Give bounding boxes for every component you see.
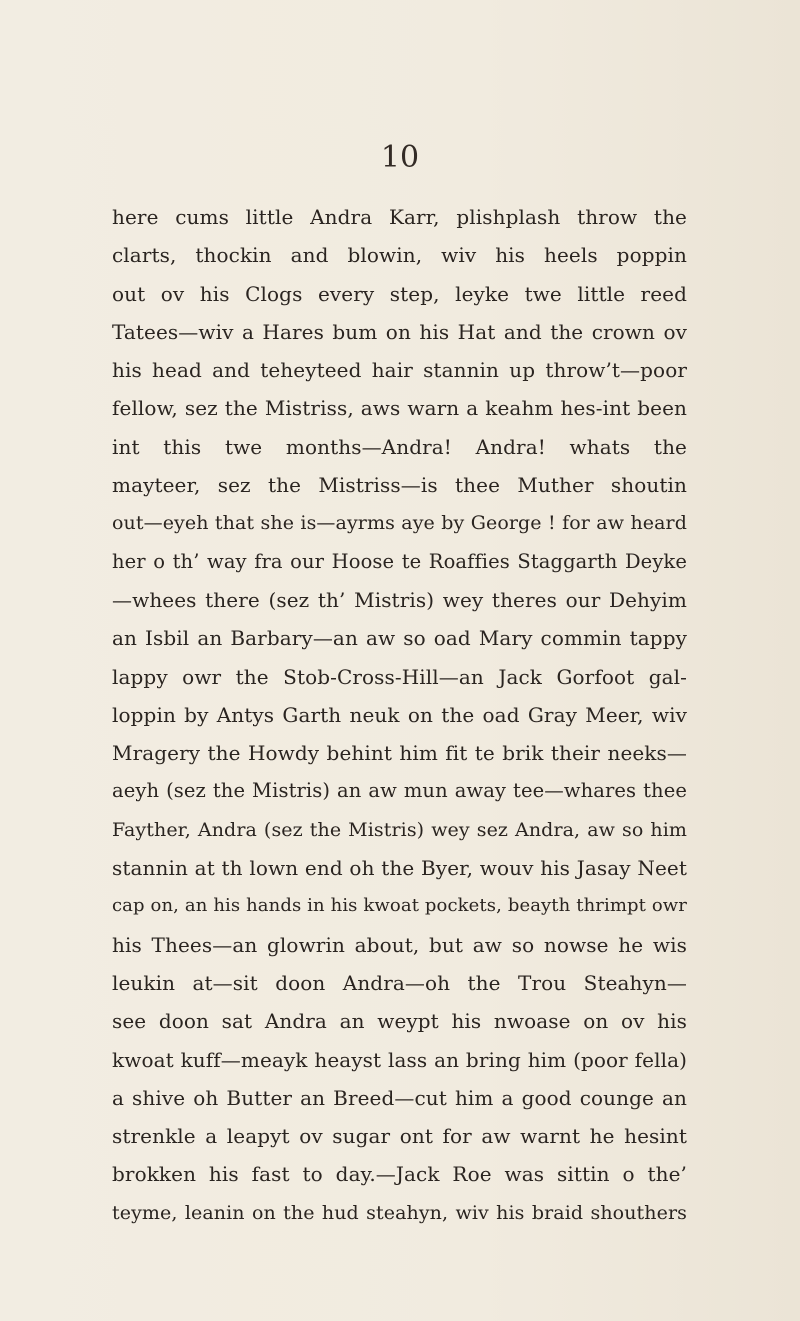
text-line: —whees there (sez th’ Mistris) wey theres our Dehyim — [112, 587, 687, 612]
text-line: Mragery the Howdy behint him fit te brik their neeks— — [112, 741, 687, 766]
text-line: his Thees—an glowrin about, but aw so nowse he wis — [112, 932, 687, 957]
text-line: leukin at—sit doon Andra—oh the Trou Steahyn— — [112, 970, 687, 995]
text-line: mayteer, sez the Mistriss—is thee Muther shoutin — [112, 473, 687, 498]
text-line: his head and teheyteed hair stannin up throw’t—poor — [112, 358, 687, 383]
text-line: strenkle a leapyt ov sugar ont for aw warnt he hesint — [112, 1124, 687, 1149]
text-line: loppin by Antys Garth neuk on the oad Gray Meer, wiv — [112, 702, 687, 727]
body-text — [112, 198, 687, 1232]
text-line: int this twe months—Andra! Andra! whats the — [112, 434, 687, 459]
text-line: clarts, thockin and blowin, wiv his heels poppin — [112, 243, 687, 268]
text-line: her o th’ way fra our Hoose te Roaffies Staggarth Deyke — [112, 549, 687, 573]
text-line: aeyh (sez the Mistris) an aw mun away tee—whares thee — [112, 779, 687, 803]
text-line: fellow, sez the Mistriss, aws warn a keahm hes-int been — [112, 396, 687, 421]
page-number: 10 — [380, 140, 420, 175]
text-line: teyme, leanin on the hud steahyn, wiv his braid shouthers — [112, 1201, 687, 1224]
text-line: see doon sat Andra an weypt his nwoase on ov his — [112, 1009, 687, 1034]
text-line: kwoat kuff—meayk heayst lass an bring him (poor fella) — [112, 1047, 687, 1072]
text-line: here cums little Andra Karr, plishplash throw the — [112, 205, 687, 229]
text-line: brokken his fast to day.—Jack Roe was sittin o the’ — [112, 1162, 687, 1187]
text-line: stannin at th lown end oh the Byer, wouv his Jasay Neet — [112, 856, 687, 881]
text-line: Fayther, Andra (sez the Mistris) wey sez Andra, aw so him — [112, 818, 687, 841]
text-line: Tatees—wiv a Hares bum on his Hat and the crown ov — [112, 319, 687, 344]
text-line: out—eyeh that she is—ayrms aye by George ! for aw heard — [112, 512, 687, 535]
text-line: a shive oh Butter an Breed—cut him a good counge an — [112, 1085, 687, 1110]
text-line: out ov his Clogs every step, leyke twe little reed — [112, 281, 687, 306]
text-line: cap on, an his hands in his kwoat pockets, beayth thrimpt owr — [112, 895, 687, 917]
text-line: an Isbil an Barbary—an aw so oad Mary commin tappy — [112, 626, 687, 651]
text-line: lappy owr the Stob-Cross-Hill—an Jack Gorfoot gal- — [112, 664, 687, 689]
